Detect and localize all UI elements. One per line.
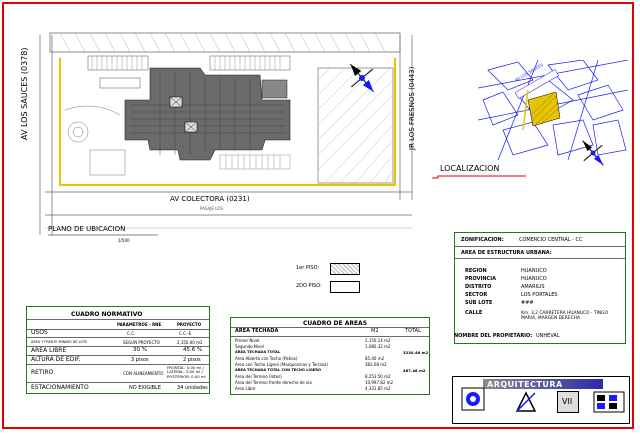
localization-underline: [430, 160, 530, 180]
table-row-param: CON ALINEAMIENTO: [123, 371, 164, 376]
table-row-proj: 45.6 %: [183, 347, 203, 353]
street-right-label: JR LOS FRESNOS (0443): [408, 66, 416, 150]
sheet-number: VII: [562, 397, 573, 406]
list-item-label: PROVINCIA: [465, 276, 496, 282]
table-row-proj: 2 pisos: [183, 357, 201, 363]
list-item-label: DISTRITO: [465, 284, 492, 290]
table-row-proj: 34 unidades: [177, 385, 208, 391]
grid-logo-icon: [593, 391, 625, 413]
brand-text: ARQUITECTURA: [487, 380, 563, 389]
table-row-label: AREA Y FRENTE MINIMO DE LOTE: [31, 340, 88, 344]
localization-street-tag: AV LOS SAUCES: [514, 62, 544, 83]
table-row-total: 467.48 m2: [403, 368, 426, 373]
areas-title: CUADRO DE AREAS: [303, 320, 368, 327]
table-row-param: 30 %: [133, 347, 147, 353]
table-row-label: AREA TECHADA TOTAL: [235, 350, 281, 354]
legend-second-floor-swatch: [330, 281, 360, 293]
sheet-number-box: [557, 391, 579, 413]
table-row-label: Area Abierta con Techo (Patios): [235, 356, 298, 361]
areas-col-name: AREA TECHADA: [235, 328, 279, 334]
table-row-param: SEGUN PROYECTO: [123, 340, 160, 345]
list-item-value: AMARILIS: [521, 284, 545, 290]
plan-caption-scale: 1/500: [118, 238, 130, 243]
list-item-value: ###: [521, 300, 534, 306]
zonificacion-label: ZONIFICACION:: [461, 237, 504, 243]
faculty-logo-icon: [515, 391, 537, 413]
normativo-col-param: PARAMETROS - RNE: [117, 322, 162, 327]
list-item-label: SECTOR: [465, 292, 488, 298]
localization-title: LOCALIZACION: [440, 164, 500, 173]
normativo-table: [26, 306, 210, 394]
areas-col-total: TOTAL: [405, 328, 421, 334]
legend-first-floor-label: 1er PISO:: [296, 265, 320, 271]
legend-second-floor-label: 2DO PISO:: [296, 283, 322, 289]
table-row-param: C.C.: [127, 331, 136, 336]
owner-label: NOMBRE DEL PROPIETARIO:: [454, 333, 533, 339]
table-row-label: Segundo Nivel: [235, 344, 264, 349]
table-row-m2: 1,080.32 m2: [365, 344, 391, 349]
zonificacion-value: COMERCIO CENTRAL - CC: [519, 237, 583, 243]
table-row-m2: 85.40 m2: [365, 356, 385, 361]
table-row-m2: 382.08 m2: [365, 362, 387, 367]
table-row-m2: 2,150.14 m2: [365, 338, 391, 343]
owner-value: UNHEVAL: [536, 333, 560, 339]
table-row-label: AREA LIBRE: [31, 347, 67, 354]
table-row-label: ALTURA DE EDIF.: [31, 356, 81, 363]
area-structure-label: AREA DE ESTRUCTURA URBANA:: [461, 250, 552, 256]
table-row-m2: 8,253.50 m2: [365, 374, 391, 379]
building-footprint: [125, 68, 290, 160]
list-item-value: LOS PORTALES: [521, 292, 558, 298]
normativo-title: CUADRO NORMATIVO: [71, 311, 143, 318]
areas-table: [230, 317, 430, 395]
table-row-label: Area Libre: [235, 386, 256, 391]
table-row-param: NO EXIGIBLE: [129, 385, 162, 391]
list-item-label: REGION: [465, 268, 487, 274]
table-row-label: Area del Terreno frente derecho de via: [235, 380, 312, 385]
table-row-label: AREA TECHADA TOTAL CON TECHO LIGERO: [235, 368, 322, 372]
university-seal-icon: [461, 387, 485, 411]
list-item-label: CALLE: [465, 310, 483, 316]
table-row-label: ESTACIONAMIENTO: [31, 384, 89, 391]
table-row-m2: 4,331.85 m2: [365, 386, 391, 391]
localization-north-icon: [573, 133, 613, 173]
areas-col-m2: M2: [371, 328, 379, 334]
zoning-panel: [454, 232, 626, 344]
street-bottom-label: AV COLECTORA (0231): [170, 195, 250, 203]
table-row-label: USOS: [31, 329, 48, 336]
table-row-proj: C.C.-E: [179, 331, 192, 336]
table-row-param: 3 pisos: [131, 357, 149, 363]
plan-caption: PLANO DE UBICACION: [48, 225, 126, 233]
list-item-value: HUANUCO: [521, 268, 547, 274]
table-row-label: Primer Nivel: [235, 338, 260, 343]
table-row-label: Area del Terreno (lotes): [235, 374, 282, 379]
street-left-label: AV LOS SAUCES (0378): [20, 47, 29, 140]
table-row-label: RETIRO: [31, 369, 54, 376]
list-item-value: HUANUCO: [521, 276, 547, 282]
table-row-m2: 10,997.82 m2: [365, 380, 394, 385]
table-row-proj: FRONTAL: 0.00 ml / LATERAL: 3.00 ml / POSTERIOR: 0.00 ml: [167, 365, 206, 379]
street-bottom-sub-label: PASAJE LOS: [200, 206, 223, 211]
table-row-label: Area con Techo Ligero (Marquesinas y Terraza): [235, 362, 328, 367]
table-row-proj: 2,150.00 m2: [177, 340, 203, 345]
legend-first-floor-swatch: [330, 263, 360, 275]
table-row-total: 3230.46 m2: [403, 350, 429, 355]
north-arrow-icon: [340, 55, 385, 101]
list-item-label: SUB LOTE: [465, 300, 493, 306]
normativo-col-proj: PROYECTO: [177, 322, 201, 327]
list-item-value: Km. 3,2 CARRETERA HUANUCO - TINGO MARIA, MARGEN DERECHA: [521, 311, 609, 321]
title-block: [452, 376, 630, 424]
